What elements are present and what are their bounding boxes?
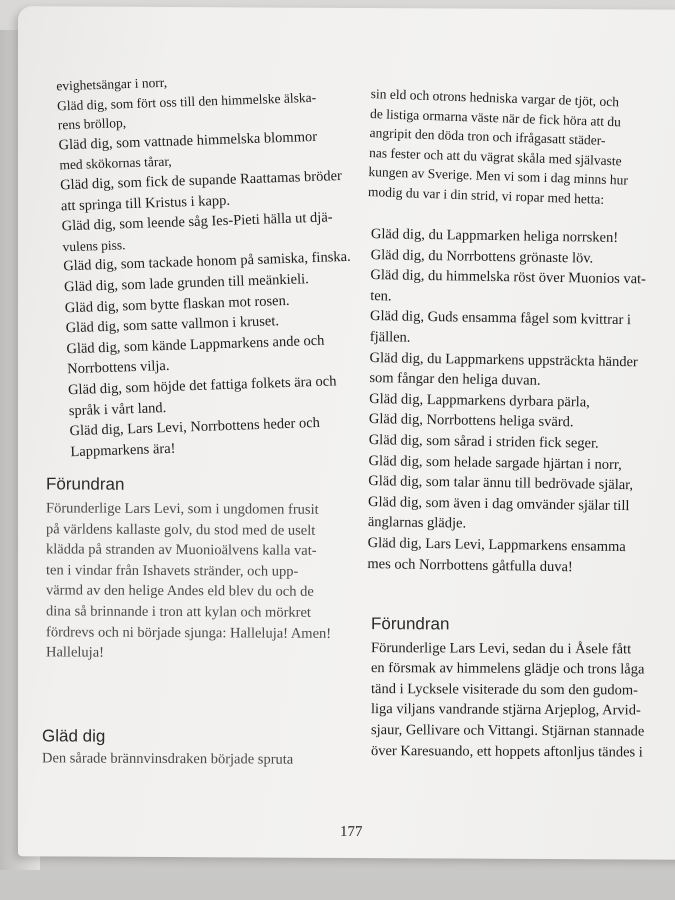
verse-line: Gläd dig, du Lappmarken heliga norrsken! <box>370 225 619 246</box>
verse-line: Gläd dig, som helade sargade hjärtan i norr, <box>368 452 622 473</box>
verse-line: Gläd dig, som fört oss till den himmelske älska- <box>56 89 317 113</box>
body-line: Förunderlige Lars Levi, som i ungdomen frusit <box>46 500 319 518</box>
intro-line: angripit den döda tron och ifrågasatt städer- <box>369 125 606 149</box>
verse-line: med skökornas tårar, <box>59 154 172 173</box>
body-line: Halleluja! <box>46 644 104 661</box>
left-column <box>42 74 356 768</box>
verse-line: Gläd dig, som bytte flaskan mot rosen. <box>64 292 290 316</box>
verse-line: evighetsängar i norr, <box>56 74 168 94</box>
right-column <box>367 84 675 763</box>
verse-line: som fångar den heliga duvan. <box>369 369 541 389</box>
verse-line: änglarnas glädje. <box>367 513 467 532</box>
verse-line: Gläd dig, som även i dag omvänder själar till <box>368 493 630 514</box>
body-line: ten i vindar från Ishavets stränder, och upp- <box>46 562 299 580</box>
body-line: över Karesuando, ett hoppets aftonljus tändes i <box>371 742 643 761</box>
intro-line: de listiga ormarna väste när de fick höra att du <box>369 105 622 129</box>
verse-line: Gläd dig, Norrbottens heliga svärd. <box>368 410 574 431</box>
right-section-forundran <box>371 614 675 763</box>
intro-line: modig du var i din strid, vi ropar med hetta: <box>367 183 605 207</box>
section-body <box>42 748 342 770</box>
body-line: liga viljans vandrande stjärna Arjeplog, Arvid- <box>371 701 641 719</box>
verse-line: Gläd dig, som talar ännu till bedrövade själar, <box>368 472 634 493</box>
section-body <box>46 498 346 664</box>
right-verse <box>367 224 675 579</box>
right-intro <box>368 84 675 212</box>
section-heading: Förundran <box>46 474 125 494</box>
verse-line: Gläd dig, som vattnade himmelska blommor <box>58 128 318 154</box>
verse-line: Norrbottens vilja. <box>66 358 170 378</box>
body-line: Förunderlige Lars Levi, sedan du i Åsele fått <box>371 639 632 658</box>
verse-line: rens bröllop, <box>57 115 127 133</box>
verse-line: Gläd dig, som fick de supande Raattamas bröder <box>59 167 343 194</box>
verse-line: Gläd dig, Lappmarkens dyrbara pärla, <box>369 390 590 410</box>
verse-line: Gläd dig, du himmelska röst över Muonios vat- <box>370 266 647 288</box>
verse-line: språk i vårt land. <box>68 399 167 419</box>
section-heading: Gläd dig <box>42 726 106 746</box>
verse-line: Gläd dig, som tackade honom på samiska, finska. <box>62 249 351 275</box>
verse-line: ten. <box>370 287 392 304</box>
verse-line: Gläd dig, Lars Levi, Lappmarkens ensamma <box>367 534 626 555</box>
verse-line: fjällen. <box>369 328 411 346</box>
intro-line: nas fester och att du vägrat skåla med självaste <box>368 144 622 169</box>
body-line: sjaur, Gellivare och Vittangi. Stjärnan stannade <box>371 722 645 740</box>
body-line: klädda på stranden av Muonioälvens kalla vat- <box>46 541 317 559</box>
body-line: på världens kallaste golv, du stod med de uselt <box>46 520 316 539</box>
body-line: Den sårade brännvinsdraken började spruta <box>42 750 294 768</box>
body-line: en försmak av himmelens glädje och trons låga <box>371 660 645 678</box>
verse-line: vulens piss. <box>62 236 126 255</box>
left-section-glad-dig <box>42 726 342 770</box>
verse-line: att springa till Kristus i kapp. <box>60 192 231 214</box>
book-page <box>18 6 675 860</box>
verse-line: Lappmarkens ära! <box>70 440 176 460</box>
intro-line: kungen av Sverige. Men vi som i dag minns hur <box>368 164 629 188</box>
section-body <box>371 638 675 763</box>
left-verse <box>56 66 371 462</box>
section-heading: Förundran <box>371 613 450 634</box>
verse-line: Gläd dig, du Norrbottens grönaste löv. <box>370 246 594 266</box>
verse-line: Gläd dig, du Lappmarkens uppsträckta händer <box>369 349 638 370</box>
intro-line: sin eld och otrons hedniska vargar de tjöt, och <box>370 86 620 110</box>
body-line: tänd i Lycksele visiterade du som den gudom- <box>371 680 638 699</box>
verse-line: Gläd dig, som satte vallmon i kruset. <box>65 313 280 337</box>
verse-line: Gläd dig, som kände Lappmarkens ande och <box>66 332 325 357</box>
body-line: fördrevs och ni började sjunga: Halleluja! Amen! <box>46 623 332 642</box>
verse-line: Gläd dig, som sårad i striden fick seger. <box>368 431 599 452</box>
verse-line: Gläd dig, som leende såg Ies-Pieti hälla ut djä- <box>61 209 333 235</box>
verse-line: mes och Norrbottens gåtfulla duva! <box>367 555 573 575</box>
page-number: 177 <box>340 823 363 841</box>
verse-line: Gläd dig, som lade grunden till meänkieli. <box>63 271 310 296</box>
verse-line: Gläd dig, som höjde det fattiga folkets ära och <box>67 373 337 399</box>
body-line: dina så brinnande i tron att kylan och mörkret <box>46 603 311 621</box>
verse-line: Gläd dig, Guds ensamma fågel som kvittrar i <box>369 307 632 329</box>
verse-line: Gläd dig, Lars Levi, Norrbottens heder och <box>69 415 321 440</box>
left-section-forundran <box>46 474 346 664</box>
body-line: värmd av den helige Andes eld blev du och de <box>46 582 314 601</box>
